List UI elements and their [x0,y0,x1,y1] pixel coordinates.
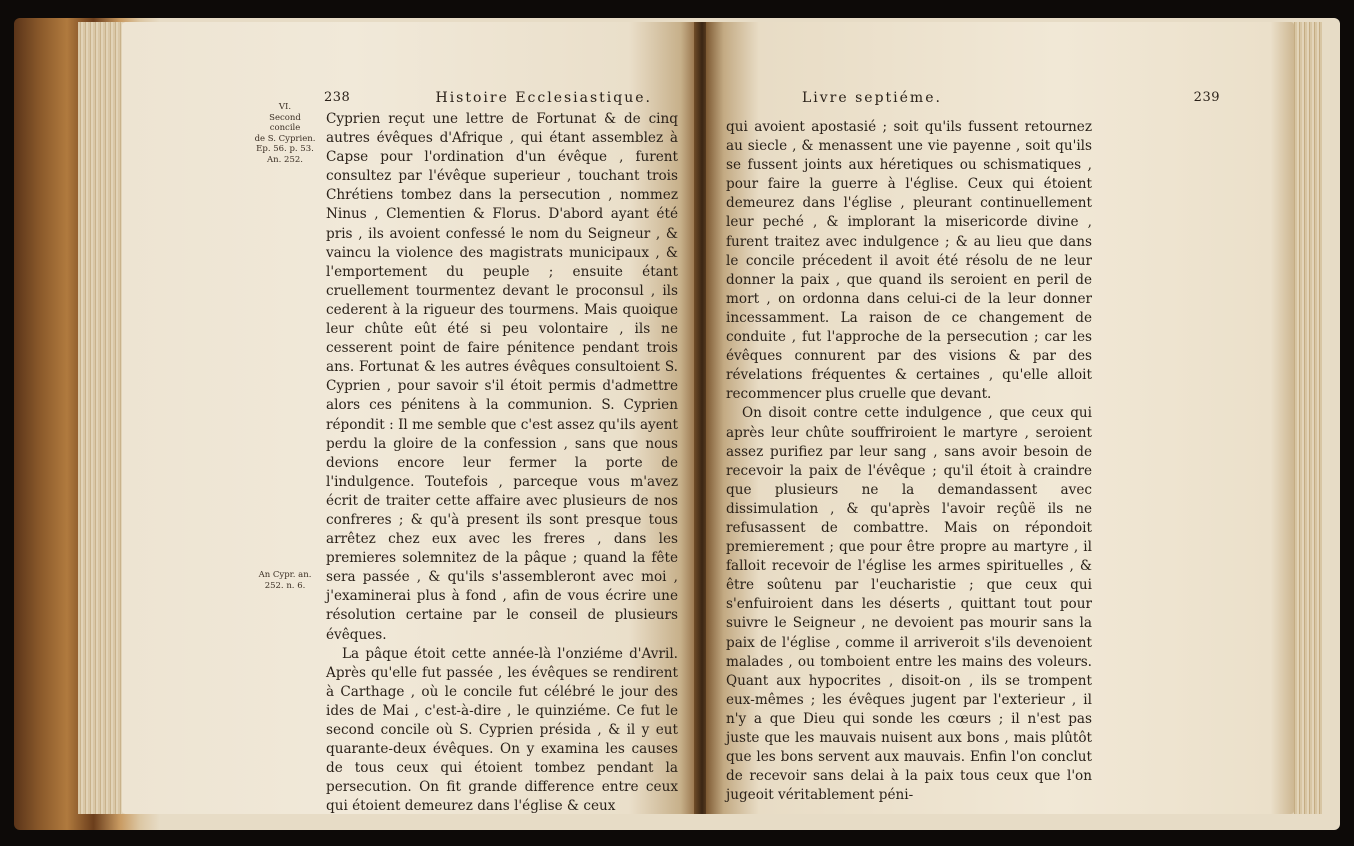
margin-note-line: Ep. 56. p. 53. [256,144,314,154]
running-head: Livre septiéme. [802,90,942,106]
right-text-area [724,22,1104,814]
running-head: Histoire Ecclesiastique. [435,90,652,106]
margin-note-line: Second concile [269,112,301,133]
margin-note [254,102,316,165]
margin-note-line: VI. [278,102,292,112]
paragraph: qui avoient apostasié ; soit qu'ils fussent retournez au siecle , & menassent une vie payenne , soit qu'ils se fussent joints aux héretiques ou schismatiques , pour faire la guerre à l'église. Ceux qui étoient demeurez dans l'église , pleurant continuellement leur peché , & implorant la misericorde divine , furent traitez avec indulgence ; & au lieu que dans le concile précedent il avoit été résolu de ne leur donner la paix , que quand ils seroient en peril de mort , on ordonna dans celui-ci de la leur donner incessamment. La raison de ce changement de conduite , fut l'approche de la persecution ; car les évêques connurent par des visions & par des révelations fréquentes & certaines , qu'elle alloit recommencer plus cruelle que devant. [726,119,1092,403]
margin-note-line: An. 252. [267,154,303,165]
margin-note-line: de S. Cyprien. [254,133,316,144]
page-number: 238 [324,90,351,105]
left-page-body [326,110,678,816]
page-number: 239 [1193,90,1220,105]
margin-note [254,570,316,591]
paragraph: La pâque étoit cette année-là l'onziéme d'Avril. Après qu'elle fut passée , les évêques se rendirent à Carthage , où le concile fut célébré le jour des ides de Mai , c'est-à-dire , le quinziéme. Ce fut le second concile où S. Cyprien présida , & il y eut quarante-deux évêques. On y examina les causes de tous ceux qui étoient tombez pendant la persecution. On fit grande difference entre ceux qui étoient demeurez dans l'église & ceux [326,645,678,815]
paragraph: On disoit contre cette indulgence , que ceux qui après leur chûte souffriroient le martyre , seroient assez purifiez par leur sang , sans avoir besoin de recevoir la paix de l'évêque ; qu'il étoit à craindre que plusieurs ne la demandassent avec dissimulation , & qu'après l'avoir reçûë ils ne refusassent de combattre. Mais on répondoit premierement ; que pour être propre au martyre , il falloit recevoir de l'église les armes spirituelles , & être soûtenu par l'eucharistie ; que ceux qui s'enfuiroient dans les déserts , quittant tout pour suivre le Seigneur , ne devoient pas mourir sans la paix de l'église , comme il arriveroit s'ils devenoient malades , ou tomboient entre les mains des voleurs. Quant aux hypocrites , disoit-on , ils se trompent eux-mêmes ; les évêques jugent par l'exterieur , il n'y a que Dieu qui sonde les cœurs ; il n'est pas juste que les mauvais nuisent aux bons , mais plûtôt que les bons servent aux mauvais. Enfin l'on conclut de recevoir sans delai à la paix tous ceux que l'on jugeoit véritablement péni- [726,405,1092,804]
page-edges-right [1292,22,1322,814]
left-page-header [324,90,652,106]
left-page [122,22,698,814]
margin-note-line: 252. n. 6. [264,580,306,591]
right-page-body [726,118,1092,805]
page-edges-left [78,22,124,814]
paragraph: Cyprien reçut une lettre de Fortunat & de cinq autres évêques d'Afrique , qui étant assemblez à Capse pour l'ordination d'un évêque , furent consultez par l'évêque superieur , touchant trois Chrétiens tombez dans la persecution , nommez Ninus , Clementien & Florus. D'abord ayant été pris , ils avoient confessé le nom du Seigneur , & vaincu la violence des magistrats municipaux , & l'emportement du peuple ; ensuite étant cruellement tourmentez devant le proconsul , ils cederent à la rigueur des tourmens. Mais quoique leur chûte eût été si peu volontaire , ils ne cesserent point de faire pénitence pendant trois ans. Fortunat & les autres évêques consultoient S. Cyprien , pour savoir s'il étoit permis d'admettre alors ces pénitens à la communion. S. Cyprien répondit : Il me semble que c'est assez qu'ils ayent perdu la gloire de la confession , sans que nous devions encore leur fermer la porte de l'indulgence. Toutefois , parceque vous m'avez écrit de traiter cette affaire avec plusieurs de nos confreres ; & qu'à present ils sont presque tous arrêtez chez eux avec les freres , dans les premieres solemnitez de la pâque ; quand la fête sera passée , & qu'ils s'assembleront avec moi , j'examinerai plus à fond , afin de vous écrire une résolution certaine par le conseil de plusieurs évêques. [326,111,678,643]
right-page [706,22,1294,814]
margin-note-line: An Cypr. an. [258,570,312,580]
